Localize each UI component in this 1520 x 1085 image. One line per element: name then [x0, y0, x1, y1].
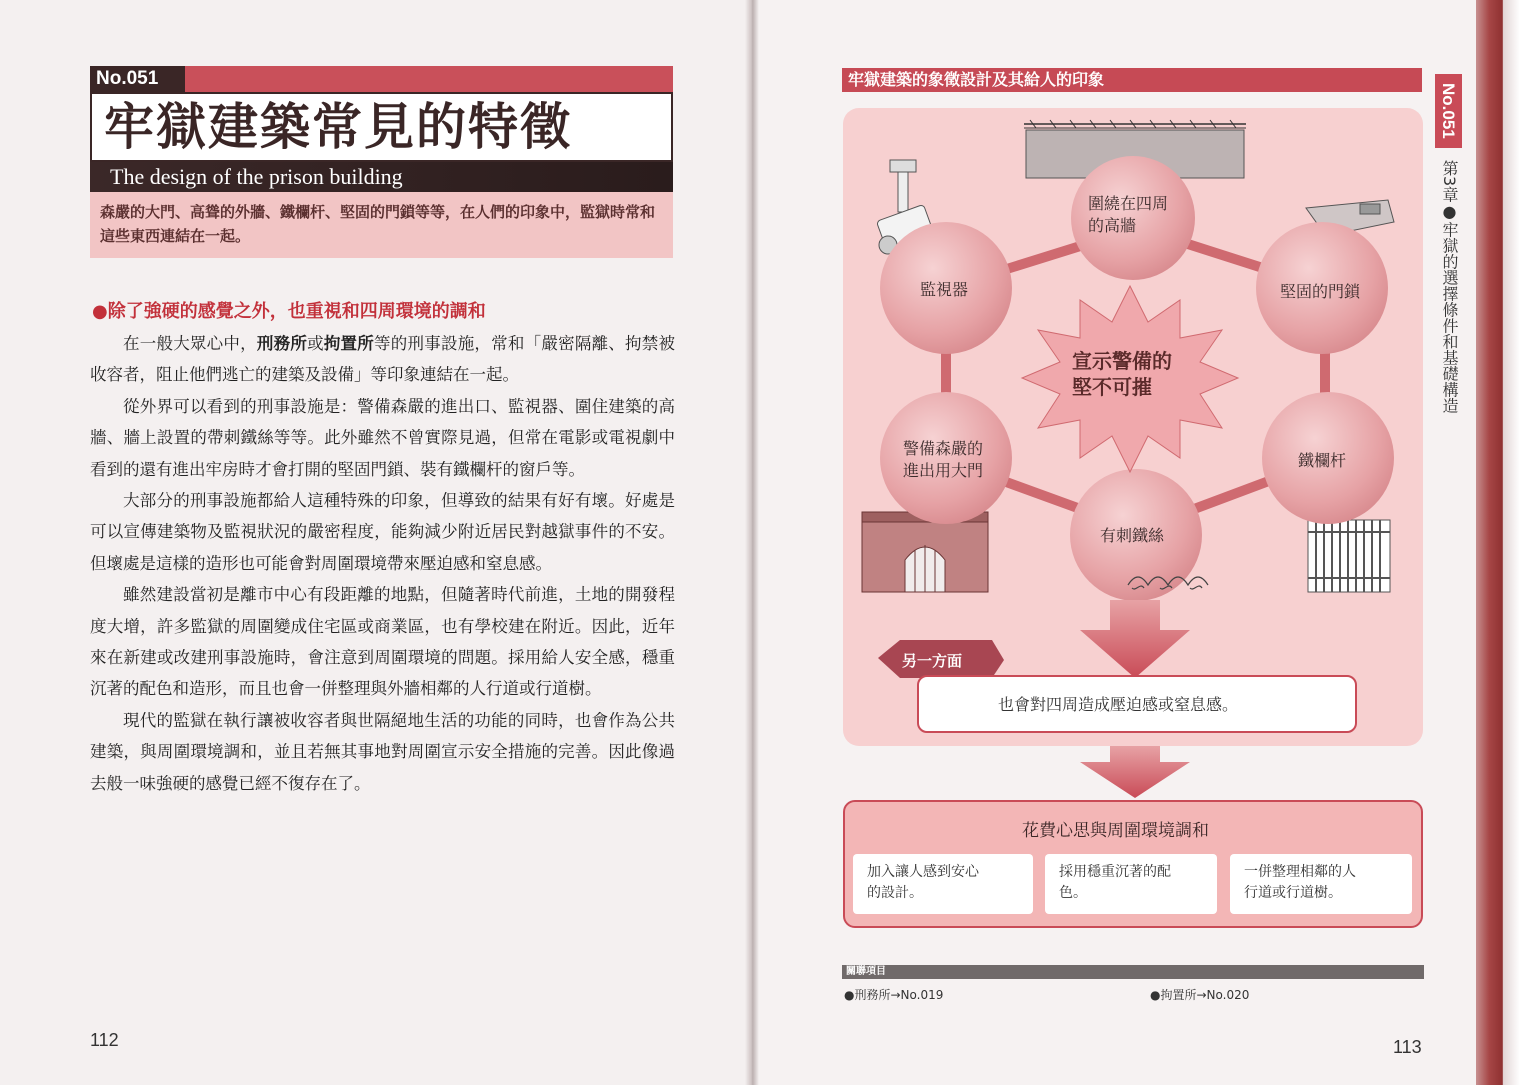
- paragraph: 大部分的刑事設施都給人這種特殊的印象，但導致的結果有好有壞。好處是可以宣傳建築物及監視狀況的嚴密程度，能夠減少附近居民對越獄事件的不安。但壞處是這樣的造形也可能會對周圍環境帶來壓迫感和窒息感。: [90, 491, 675, 573]
- side-chapter-label: 第3章●牢獄的選擇條件和基礎構造: [1440, 160, 1459, 414]
- other-side-tag: 另一方面: [902, 652, 963, 670]
- harmony-box-color: [1045, 854, 1217, 914]
- harmony-box-sidewalk: [1230, 854, 1412, 914]
- bold-term: 拘置所: [323, 334, 375, 353]
- english-subtitle: The design of the prison building: [110, 164, 403, 189]
- side-number-tab: No.051: [1435, 74, 1462, 148]
- down-arrow-1: [1080, 600, 1190, 678]
- summary-text: 森嚴的大門、高聳的外牆、鐵欄杆、堅固的門鎖等等，在人們的印象中，監獄時常和這些東西連結在一起。: [100, 203, 656, 245]
- label-camera: 監視器: [920, 280, 969, 299]
- center-message: [1072, 348, 1172, 400]
- label-high-walls: [1088, 193, 1168, 237]
- center-line: 宣示警備的: [1072, 349, 1172, 373]
- text-run: 或: [307, 334, 324, 353]
- center-line: 堅不可摧: [1072, 375, 1152, 399]
- box-line: 行道或行道樹。: [1244, 885, 1342, 901]
- down-arrow-2: [1080, 746, 1190, 798]
- label-line: 進出用大門: [903, 461, 984, 480]
- related-item-link[interactable]: ●拘置所→No.020: [1150, 988, 1250, 1002]
- box-line: 採用穩重沉著的配: [1059, 864, 1171, 880]
- paragraph: 從外界可以看到的刑事設施是：警備森嚴的進出口、監視器、圍住建築的高牆、牆上設置的帶刺鐵絲等等。此外雖然不曾實際見過，但常在電影或電視劇中看到的還有進出牢房時才會打開的堅固門鎖、裝有鐵欄杆的窗戶等。: [90, 396, 675, 479]
- bars-icon: [1308, 520, 1390, 592]
- diagram-title: 牢獄建築的象徵設計及其給人的印象: [842, 68, 1422, 92]
- box-line: 一併整理相鄰的人: [1244, 864, 1356, 880]
- page-number-right: 113: [1393, 1037, 1422, 1057]
- label-line: 圍繞在四周: [1088, 194, 1169, 213]
- box-line: 色。: [1059, 885, 1087, 901]
- section-heading: ●除了強硬的感覺之外，也重視和四周環境的調和: [92, 301, 486, 322]
- related-item-link[interactable]: ●刑務所→No.019: [844, 988, 944, 1002]
- text-run: 等的刑事設施，常和「嚴密隔離、拘禁被收容者，阻止他們逃亡的建築及設備」等印象連結在一起。: [90, 334, 675, 385]
- related-items-bar: [842, 965, 1424, 979]
- harmony-title: 花費心思與周圍環境調和: [1022, 821, 1209, 841]
- box-line: 加入讓人感到安心: [867, 864, 979, 880]
- gate-icon: [862, 512, 988, 592]
- oppression-text: 也會對四周造成壓迫感或窒息感。: [998, 695, 1239, 714]
- article-number-tag: No.051: [90, 66, 185, 92]
- label-gate: [903, 438, 983, 482]
- harmony-box-safety: [853, 854, 1033, 914]
- label-line: 的高牆: [1088, 216, 1137, 235]
- text-run: 在一般大眾心中，: [123, 334, 257, 353]
- page-number-left: 112: [90, 1030, 119, 1050]
- label-lock: 堅固的門鎖: [1280, 282, 1361, 301]
- box-line: 的設計。: [867, 885, 923, 901]
- related-items-label: 關聯項目: [846, 966, 886, 977]
- paragraph: 現代的監獄在執行讓被收容者與世隔絕地生活的功能的同時，也會作為公共建築，與周圍環境調和，並且若無其事地對周圍宣示安全措施的完善。因此像過去般一味強硬的感覺已經不復存在了。: [90, 710, 675, 793]
- bold-term: 刑務所: [256, 334, 308, 353]
- label-barbed-wire: 有刺鐵絲: [1100, 526, 1165, 545]
- paragraph: 雖然建設當初是離市中心有段距離的地點，但隨著時代前進，土地的開發程度大增，許多監獄的周圍變成住宅區或商業區，也有學校建在附近。因此，近年來在新建或改建刑事設施時，會注意到周圍環境的問題。採用給人安全感，穩重沉著的配色和造形，而且也會一併整理與外牆相鄰的人行道或行道樹。: [90, 585, 675, 699]
- label-bars: 鐵欄杆: [1298, 451, 1347, 470]
- page-title: 牢獄建築常見的特徵: [104, 97, 572, 156]
- label-line: 警備森嚴的: [903, 439, 984, 458]
